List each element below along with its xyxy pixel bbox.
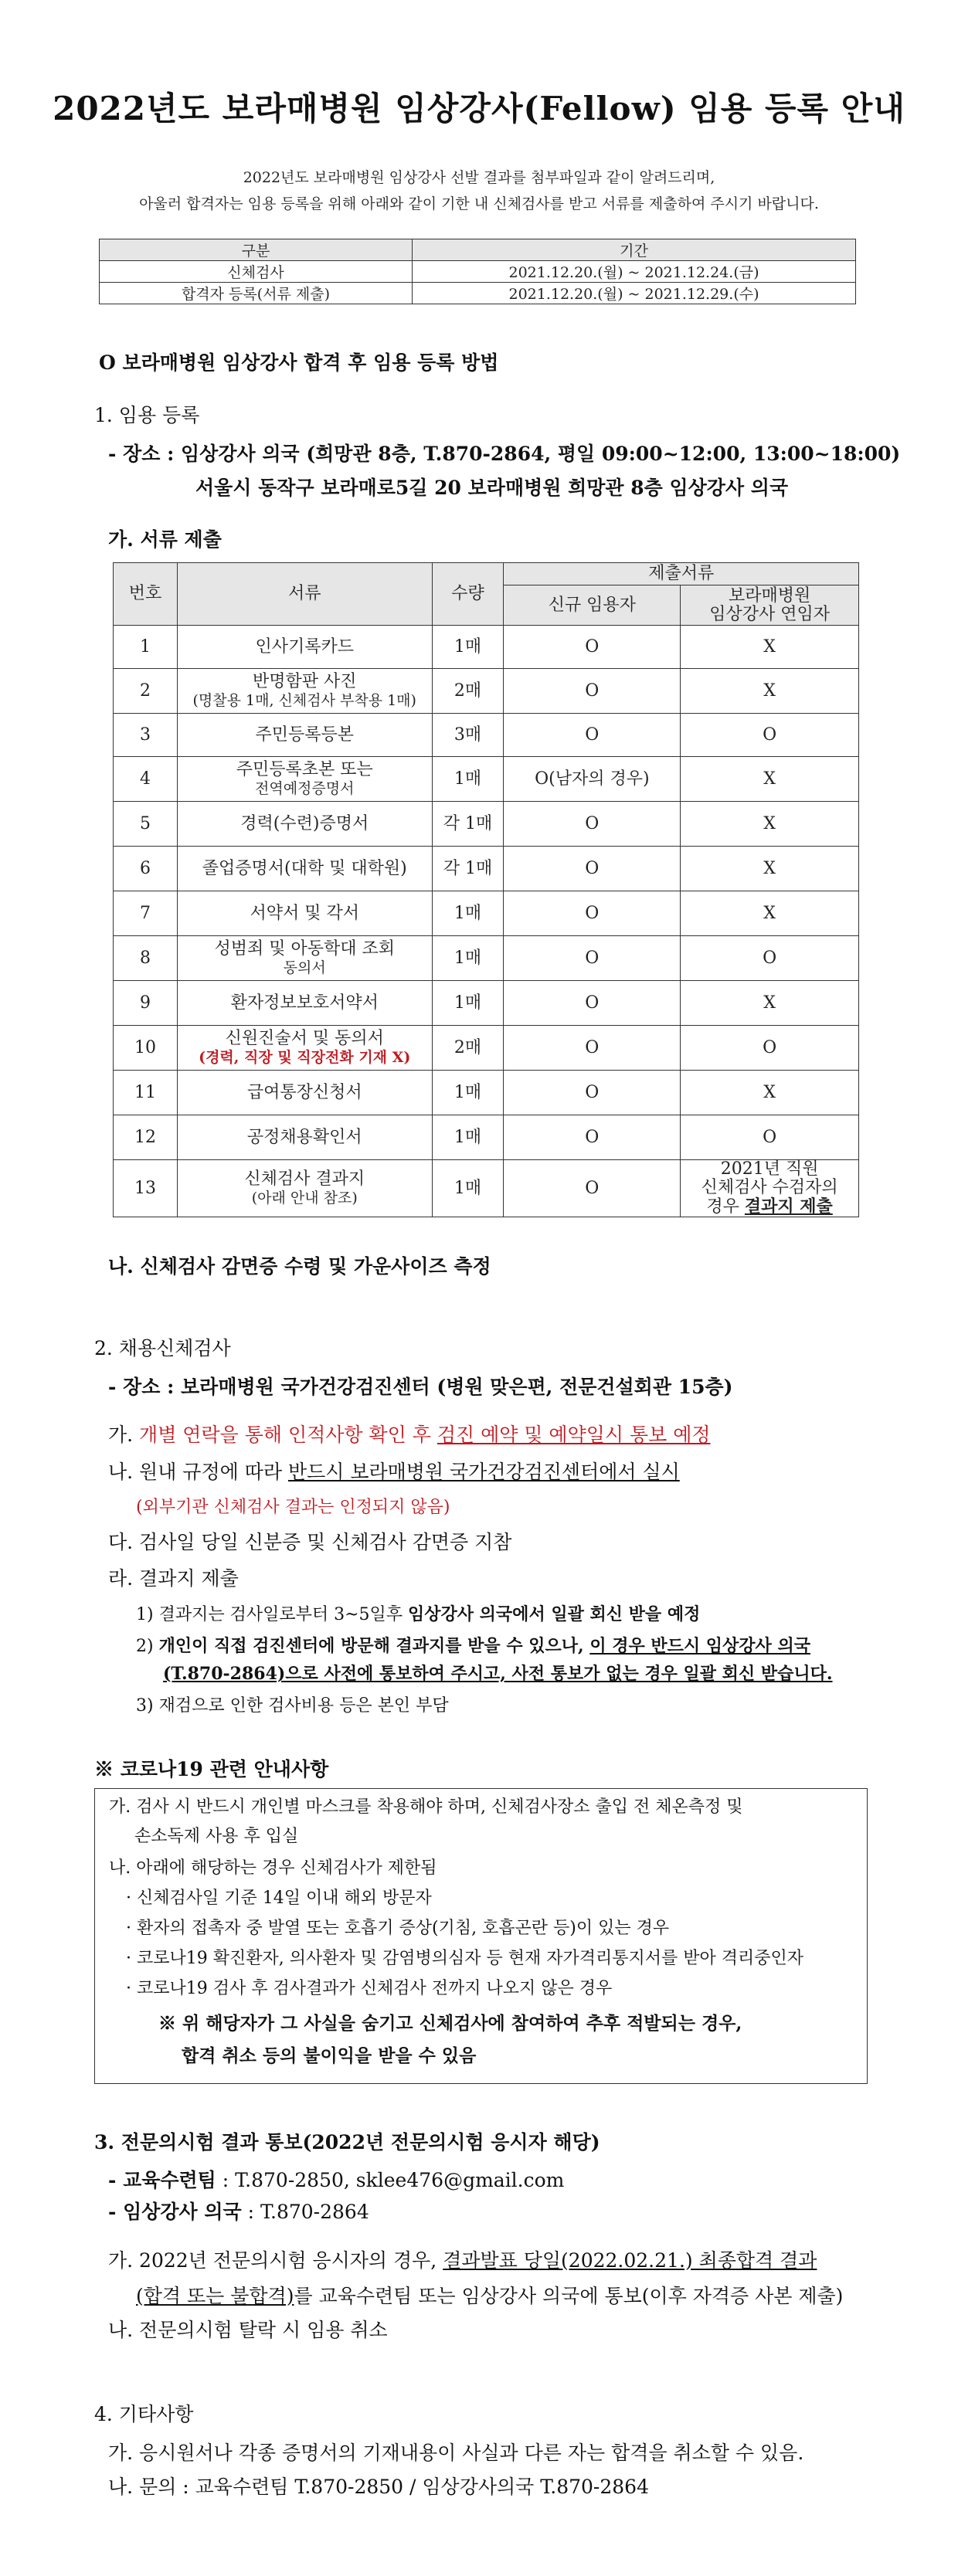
existing-mark: X: [763, 680, 776, 701]
existing-mark: X: [763, 993, 776, 1013]
s3-a-underlined-2: (합격 또는 불합격): [136, 2285, 294, 2307]
intro-text: [0, 165, 958, 217]
doc-name-line-1: 급여통장신청서: [246, 1082, 362, 1102]
covid-warning-line-1: ※ 위 해당자가 그 사실을 숨기고 신체검사에 참여하여 추후 적발되는 경우,: [158, 2013, 742, 2034]
doc-qty: 3매: [432, 714, 504, 757]
existing-mark: X: [763, 858, 776, 878]
s3-a-prefix: 가. 2022년 전문의시험 응시자의 경우,: [108, 2249, 443, 2272]
covid-a-line-1: 가. 검사 시 반드시 개인별 마스크를 착용해야 하며, 신체검사장소 출입 전 체온측정 및: [109, 1797, 743, 1817]
s3-contact-1: [108, 2168, 564, 2193]
doc-name: [177, 981, 432, 1026]
table-row: [114, 714, 859, 757]
doc-qty: 2매: [432, 1026, 504, 1071]
s2-item-b: [108, 1460, 680, 1485]
s2-d2-prefix: 2): [136, 1637, 159, 1656]
s3-contact-2-label: - 임상강사 의국: [108, 2201, 242, 2223]
table-row: [114, 802, 859, 847]
intro-line-2: 아울러 합격자는 임용 등록을 위해 아래와 같이 기한 내 신체검사를 받고 서류를 제출하여 주시기 바랍니다.: [139, 195, 819, 212]
doc-qty: 1매: [432, 1071, 504, 1115]
doc-no: 7: [114, 891, 178, 936]
doc-existing: [681, 891, 859, 936]
doc-name-line-1: 경력(수련)증명서: [240, 813, 369, 833]
period-table: [99, 239, 856, 304]
doc-qty: 1매: [432, 891, 504, 936]
s3-contact-2-value: : T.870-2864: [241, 2201, 369, 2223]
list-item: · 환자의 접촉자 중 발열 또는 호흡기 증상(기침, 호흡곤란 등)이 있는 경우: [126, 1919, 670, 1938]
existing-mark: X: [763, 636, 776, 657]
period-cell: 2021.12.20.(월) ~ 2021.12.29.(수): [413, 283, 856, 304]
doc-qty: 각 1매: [432, 802, 504, 847]
doc-no: 8: [114, 936, 178, 981]
doc-no: 12: [114, 1115, 178, 1160]
doc-header-qty: 수량: [432, 563, 504, 626]
doc-name: [177, 802, 432, 847]
existing-mark: O: [763, 1037, 777, 1057]
doc-no: 11: [114, 1071, 178, 1115]
table-row: [114, 981, 859, 1026]
doc-name-line-2: (경력, 직장 및 직장전화 기재 X): [199, 1048, 411, 1066]
doc-no: 2: [114, 669, 178, 714]
doc-qty: 1매: [432, 1115, 504, 1160]
s2-a-red-underlined: 검진 예약 및 예약일시 통보 예정: [437, 1424, 711, 1446]
doc-qty: 1매: [432, 981, 504, 1026]
s3-a-suffix: 를 교육수련팀 또는 임상강사 의국에 통보(이후 자격증 사본 제출): [294, 2285, 844, 2307]
s2-item-c: 다. 검사일 당일 신분증 및 신체검사 감면증 지참: [108, 1531, 512, 1553]
covid-b: 나. 아래에 해당하는 경우 신체검사가 제한됨: [109, 1858, 437, 1878]
doc-new: O: [504, 936, 681, 981]
existing-mark: X: [763, 813, 776, 833]
covid-box: [94, 1788, 868, 2084]
existing-mark: O: [763, 948, 777, 968]
main-heading: O 보라매병원 임상강사 합격 후 임용 등록 방법: [99, 351, 499, 374]
s2-a-red-text: 개별 연락을 통해 인적사항 확인 후: [139, 1424, 437, 1446]
doc-existing: [681, 757, 859, 802]
existing-line-3: [684, 1197, 855, 1217]
existing-mark: O: [763, 725, 777, 745]
doc-new: O: [504, 669, 681, 714]
doc-existing: [681, 847, 859, 891]
doc-header-existing: [681, 585, 859, 626]
s2-d1: [136, 1603, 700, 1627]
s1-a-heading: 가. 서류 제출: [108, 528, 222, 551]
table-row: [114, 669, 859, 714]
s4-item-a: 가. 응시원서나 각종 증명서의 기재내용이 사실과 다른 자는 합격을 취소할 수 있음.: [108, 2442, 804, 2464]
doc-name-line-1: 환자정보보호서약서: [230, 993, 379, 1013]
doc-name: [177, 1026, 432, 1071]
doc-name-line-1: 신체검사 결과지: [244, 1169, 365, 1189]
doc-no: 13: [114, 1160, 178, 1217]
s2-a-prefix: 가.: [108, 1424, 140, 1446]
s2-item-a: [108, 1423, 711, 1448]
period-cell: 신체검사: [100, 261, 413, 283]
s2-d2-line-2: (T.870-2864)으로 사전에 통보하여 주시고, 사전 통보가 없는 경우 일괄 회신 받습니다.: [163, 1664, 833, 1684]
s3-contact-1-label: - 교육수련팀: [108, 2169, 216, 2191]
s3-item-a-line-1: [108, 2248, 817, 2273]
table-row: [100, 283, 856, 304]
doc-no: 9: [114, 981, 178, 1026]
table-row: [114, 847, 859, 891]
table-row: [114, 1115, 859, 1160]
doc-name: [177, 936, 432, 981]
doc-name: [177, 626, 432, 669]
doc-no: 5: [114, 802, 178, 847]
table-row: [114, 891, 859, 936]
list-item: · 신체검사일 기준 14일 이내 해외 방문자: [126, 1889, 432, 1908]
table-row: [114, 936, 859, 981]
table-row: [114, 1026, 859, 1071]
doc-no: 4: [114, 757, 178, 802]
page-title: 2022년도 보라매병원 임상강사(Fellow) 임용 등록 안내: [53, 90, 905, 127]
existing-mark: X: [763, 769, 776, 789]
doc-existing: [681, 1026, 859, 1071]
intro-line-1: 2022년도 보라매병원 임상강사 선발 결과를 첨부파일과 같이 알려드리며,: [243, 169, 715, 186]
doc-existing: [681, 669, 859, 714]
doc-new: O: [504, 847, 681, 891]
section-4-heading: 4. 기타사항: [94, 2403, 194, 2425]
existing-line-3-bold: 결과지 제출: [744, 1196, 833, 1217]
s3-item-b: 나. 전문의시험 탈락 시 임용 취소: [108, 2319, 388, 2341]
doc-name: [177, 847, 432, 891]
doc-no: 10: [114, 1026, 178, 1071]
period-cell: 합격자 등록(서류 제출): [100, 283, 413, 304]
s2-d2-line-1: [136, 1634, 810, 1658]
s4-item-b: 나. 문의 : 교육수련팀 T.870-2850 / 임상강사의국 T.870-2864: [108, 2476, 649, 2498]
doc-new: O: [504, 626, 681, 669]
covid-warning-line-2: 합격 취소 등의 불이익을 받을 수 있음: [182, 2045, 477, 2066]
doc-header-new: 신규 임용자: [504, 585, 681, 626]
doc-name-line-2: (아래 안내 참조): [251, 1189, 358, 1207]
doc-name: [177, 1160, 432, 1217]
list-item: · 코로나19 검사 후 검사결과가 신체검사 전까지 나오지 않은 경우: [126, 1979, 613, 1998]
doc-name: [177, 1071, 432, 1115]
doc-existing: [681, 802, 859, 847]
doc-header-existing-l2: 임상강사 연임자: [709, 604, 830, 624]
doc-new: O: [504, 1115, 681, 1160]
s2-b-note: (외부기관 신체검사 결과는 인정되지 않음): [136, 1498, 450, 1517]
s2-b-underlined: 반드시 보라매병원 국가건강검진센터에서 실시: [287, 1461, 680, 1483]
period-header-type: 구분: [100, 239, 413, 261]
s3-a-underlined: 결과발표 당일(2022.02.21.) 최종합격 결과: [443, 2249, 817, 2272]
doc-header-no: 번호: [114, 563, 178, 626]
existing-line-2: 신체검사 수검자의: [701, 1178, 838, 1197]
doc-new: O: [504, 1026, 681, 1071]
doc-name-line-1: 성범죄 및 아동학대 조회: [214, 938, 395, 959]
doc-existing: [681, 981, 859, 1026]
doc-name-line-1: 신원진술서 및 동의서: [225, 1028, 384, 1048]
s2-d2-underlined: 이 경우 반드시 임상강사 의국: [589, 1636, 810, 1656]
doc-new: O(남자의 경우): [504, 757, 681, 802]
doc-new: O: [504, 802, 681, 847]
s2-d1-prefix: 1) 결과지는 검사일로부터 3~5일후: [136, 1605, 409, 1624]
existing-mark: O: [763, 1127, 777, 1147]
s2-d3: 3) 재검으로 인한 검사비용 등은 본인 부담: [136, 1696, 449, 1716]
doc-no: 3: [114, 714, 178, 757]
existing-line-1: 2021년 직원: [720, 1159, 819, 1179]
table-row: [100, 261, 856, 283]
doc-new: O: [504, 891, 681, 936]
doc-name: [177, 714, 432, 757]
period-cell: 2021.12.20.(월) ~ 2021.12.24.(금): [413, 261, 856, 283]
doc-header-doc: 서류: [177, 563, 432, 626]
doc-existing: [681, 714, 859, 757]
doc-existing: [681, 626, 859, 669]
doc-header-existing-l1: 보라매병원: [728, 585, 811, 606]
doc-name: [177, 669, 432, 714]
doc-name-line-1: 공정채용확인서: [246, 1127, 362, 1147]
doc-existing: [681, 1071, 859, 1115]
s1-place-line-2: 서울시 동작구 보라매로5길 20 보라매병원 희망관 8층 임상강사 의국: [195, 477, 789, 499]
s2-d2-bold: 개인이 직접 검진센터에 방문해 결과지를 받을 수 있으나,: [158, 1636, 590, 1656]
doc-header-submit: 제출서류: [504, 563, 859, 585]
doc-qty: 2매: [432, 669, 504, 714]
doc-name-line-1: 인사기록카드: [255, 636, 354, 657]
doc-no: 1: [114, 626, 178, 669]
section-3-heading: 3. 전문의시험 결과 통보(2022년 전문의시험 응시자 해당): [94, 2131, 600, 2153]
doc-qty: 1매: [432, 1160, 504, 1217]
s2-place: - 장소 : 보라매병원 국가건강검진센터 (병원 맞은편, 전문건설회관 15층): [108, 1376, 733, 1398]
doc-name-line-1: 반명함판 사진: [252, 671, 357, 691]
s3-item-a-line-2: [136, 2284, 843, 2309]
doc-name-line-1: 주민등록초본 또는: [236, 759, 373, 779]
doc-existing: [681, 1115, 859, 1160]
covid-a-line-2: 손소독제 사용 후 입실: [134, 1827, 299, 1846]
s1-b-heading: 나. 신체검사 감면증 수령 및 가운사이즈 측정: [108, 1255, 491, 1278]
period-header-period: 기간: [413, 239, 856, 261]
s2-d1-bold: 임상강사 의국에서 일괄 회신 받을 예정: [408, 1604, 701, 1624]
table-row: [114, 626, 859, 669]
doc-qty: 각 1매: [432, 847, 504, 891]
covid-heading: ※ 코로나19 관련 안내사항: [94, 1758, 329, 1780]
table-row: [114, 1160, 859, 1217]
s2-item-d: 라. 결과지 제출: [108, 1567, 239, 1590]
table-row: [114, 757, 859, 802]
table-row: [114, 1071, 859, 1115]
s1-place-line-1: - 장소 : 임상강사 의국 (희망관 8층, T.870-2864, 평일 09:00~12:00, 13:00~18:00): [108, 443, 901, 465]
existing-mark: X: [763, 1082, 776, 1102]
doc-name: [177, 1115, 432, 1160]
section-2-heading: 2. 채용신체검사: [94, 1337, 231, 1359]
doc-name-line-2: 동의서: [283, 959, 326, 976]
doc-name: [177, 757, 432, 802]
s3-contact-2: [108, 2200, 369, 2225]
doc-qty: 1매: [432, 936, 504, 981]
existing-line-3-pre: 경우: [706, 1197, 745, 1217]
doc-new: O: [504, 1160, 681, 1217]
doc-name-line-1: 주민등록등본: [255, 725, 354, 745]
existing-mark: X: [763, 903, 776, 923]
list-item: · 코로나19 확진환자, 의사환자 및 감염병의심자 등 현재 자가격리통지서를 받아 격리중인자: [126, 1949, 803, 1968]
doc-name-line-1: 서약서 및 각서: [250, 903, 359, 923]
doc-no: 6: [114, 847, 178, 891]
doc-name-line-1: 졸업증명서(대학 및 대학원): [202, 858, 407, 878]
doc-name-line-2: 전역예정증명서: [254, 779, 355, 797]
doc-new: O: [504, 981, 681, 1026]
doc-new: O: [504, 714, 681, 757]
documents-table: [113, 562, 859, 1217]
s3-contact-1-value: : T.870-2850, sklee476@gmail.com: [216, 2169, 565, 2191]
doc-qty: 1매: [432, 757, 504, 802]
doc-qty: 1매: [432, 626, 504, 669]
doc-name: [177, 891, 432, 936]
doc-existing: [681, 936, 859, 981]
doc-existing: [681, 1160, 859, 1217]
section-1-heading: 1. 임용 등록: [94, 404, 200, 426]
doc-new: O: [504, 1071, 681, 1115]
s2-b-prefix: 나. 원내 규정에 따라: [108, 1461, 288, 1483]
doc-name-line-2: (명찰용 1매, 신체검사 부착용 1매): [192, 691, 416, 709]
